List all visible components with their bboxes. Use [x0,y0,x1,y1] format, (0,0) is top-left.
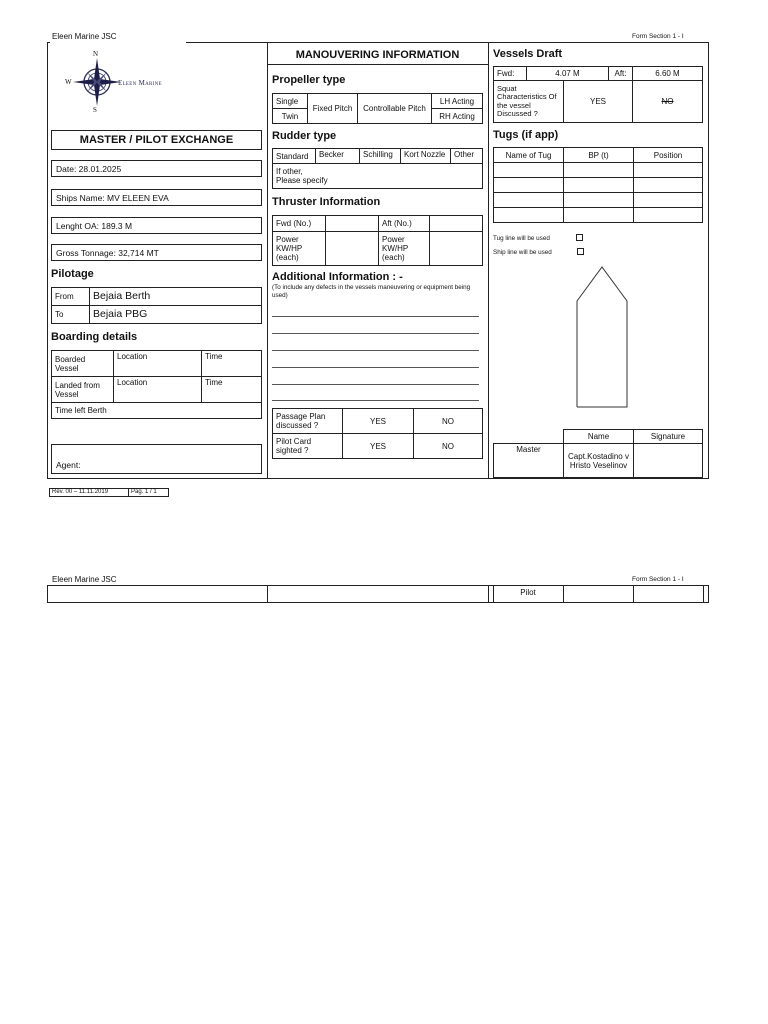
rudder-kort-nozzle[interactable]: Kort Nozzle [401,149,451,164]
tugs-table [493,147,703,223]
ship-line-checkbox[interactable] [577,248,584,255]
additional-line-5[interactable] [272,384,479,385]
power-line-3: (each) [382,253,405,262]
thruster-fwd-value[interactable] [326,216,379,232]
tug-cell[interactable] [494,193,564,208]
additional-line-1[interactable] [272,316,479,317]
propeller-twin[interactable]: Twin [273,109,308,124]
sig-col-name: Name [564,430,634,444]
tug-col-name: Name of Tug [494,148,564,163]
pilotage-heading: Pilotage [51,268,94,280]
if-other-label: If other, [276,167,303,176]
ship-line-label: Ship line will be used [493,249,552,256]
passage-plan-label: Passage Plan discussed ? [273,409,343,434]
power-line-1: Power [276,235,299,244]
tug-cell[interactable] [564,163,634,178]
boarding-table [51,350,262,419]
passage-plan-yes[interactable]: YES [343,409,414,434]
logo-west: W [65,78,72,86]
page-title: MASTER / PILOT EXCHANGE [79,134,234,146]
squat-no[interactable]: NO [633,81,703,123]
confirmation-table [272,408,483,459]
tug-cell[interactable] [494,178,564,193]
squat-yes[interactable]: YES [564,81,633,123]
tug-cell[interactable] [634,163,703,178]
thruster-fwd-power-value[interactable] [326,232,379,266]
gross-tonnage-field[interactable]: Gross Tonnage: 32,714 MT [56,248,159,258]
page2-divider-5 [633,585,634,603]
draft-fwd-value[interactable]: 4.07 M [527,67,609,81]
pilot-card-no[interactable]: NO [414,434,483,459]
tug-line-label: Tug line will be used [493,235,550,242]
additional-line-3[interactable] [272,350,479,351]
master-label: Master [494,444,564,478]
pilot-card-label: Pilot Card sighted ? [273,434,343,459]
revision-label: Rev. 00 – 11.11.2019 [52,489,109,495]
tug-cell[interactable] [564,193,634,208]
power-line-2: KW/HP [276,244,303,253]
power-line-3: (each) [276,253,299,262]
tug-line-checkbox[interactable] [576,234,583,241]
draft-table [493,66,703,81]
company-name: Eleen Marine JSC [52,32,117,41]
pilotage-table [51,287,262,324]
boarded-time[interactable]: Time [202,351,262,377]
landed-time[interactable]: Time [202,377,262,403]
tug-cell[interactable] [494,163,564,178]
propeller-single[interactable]: Single [273,94,308,109]
propeller-controllable-pitch[interactable]: Controllable Pitch [358,94,432,124]
thruster-heading: Thruster Information [272,196,381,208]
rudder-other[interactable]: Other [451,149,483,164]
thruster-aft-power-value[interactable] [430,232,483,266]
propeller-lh-acting[interactable]: LH Acting [432,94,483,109]
rudder-standard[interactable]: Standard [273,149,316,164]
tug-col-bp: BP (t) [564,148,634,163]
form-section: Form Section 1 - I [632,33,684,40]
manouvering-title: MANOUVERING INFORMATION [295,49,460,61]
revision-divider [128,488,129,497]
draft-aft-value[interactable]: 6.60 M [633,67,703,81]
draft-fwd-label: Fwd: [494,67,527,81]
propeller-table [272,93,483,124]
page2-divider-6 [703,585,704,603]
draft-heading: Vessels Draft [493,48,563,60]
landed-location[interactable]: Location [114,377,202,403]
power-line-1: Power [382,235,405,244]
frame-left-top [47,42,50,43]
from-value[interactable]: Bejaia Berth [90,288,262,306]
draft-aft-label: Aft: [609,67,633,81]
page2-frame [47,585,709,603]
to-label: To [52,306,90,324]
page2-divider-4 [563,585,564,603]
logo-north: N [93,50,99,58]
pilot-label: Pilot [520,588,536,597]
tug-cell[interactable] [634,208,703,223]
boarding-heading: Boarding details [51,331,138,343]
propeller-rh-acting[interactable]: RH Acting [432,109,483,124]
additional-note: (To include any defects in the vessels maneuvering or equipment being used) [272,284,471,299]
agent-box [51,444,262,474]
tugs-heading: Tugs (if app) [493,129,559,141]
manouvering-title-rule [267,64,488,65]
tug-cell[interactable] [634,193,703,208]
signature-table [493,429,703,478]
propeller-heading: Propeller type [272,74,346,86]
thruster-aft-label: Aft (No.) [379,216,430,232]
additional-line-4[interactable] [272,367,479,368]
additional-heading: Additional Information : - [272,271,403,283]
passage-plan-no[interactable]: NO [414,409,483,434]
squat-table [493,80,703,123]
column-divider-2 [488,42,489,479]
agent-field[interactable]: Agent: [56,460,81,470]
to-value[interactable]: Bejaia PBG [90,306,262,324]
tug-cell[interactable] [494,208,564,223]
thruster-aft-power-label [379,232,430,266]
please-specify-label: Please specify [276,176,328,185]
landed-vessel-label: Landed from Vessel [52,377,114,403]
length-field[interactable]: Lenght OA: 189.3 M [56,221,133,231]
rudder-schilling[interactable]: Schilling [360,149,401,164]
logo-brand: Eleen Marine [118,79,162,87]
pilot-card-yes[interactable]: YES [343,434,414,459]
vessel-outline-icon [574,265,630,411]
rudder-becker[interactable]: Becker [316,149,360,164]
page2-divider-1 [267,585,268,603]
propeller-fixed-pitch[interactable]: Fixed Pitch [308,94,358,124]
from-label: From [52,288,90,306]
tug-cell[interactable] [564,208,634,223]
thruster-fwd-power-label [273,232,326,266]
logo-south: S [93,106,97,114]
squat-label: Squat Characteristics Of the vessel Discussed ? [494,81,564,123]
tug-col-position: Position [634,148,703,163]
additional-line-2[interactable] [272,333,479,334]
boarded-location[interactable]: Location [114,351,202,377]
time-left-berth[interactable]: Time left Berth [52,403,262,419]
master-signature[interactable] [634,444,703,478]
rudder-table [272,148,483,189]
rudder-heading: Rudder type [272,130,337,142]
column-divider-1 [267,42,268,479]
date-field[interactable]: Date: 28.01.2025 [56,164,122,174]
rudder-if-other[interactable] [273,164,483,189]
tug-cell[interactable] [564,178,634,193]
form-section-page2: Form Section 1 - I [632,576,684,583]
page-number: Pag. 1 / 1 [131,489,157,495]
thruster-table [272,215,483,266]
additional-line-6[interactable] [272,400,479,401]
signature-corner [494,430,564,444]
page2-divider-2 [488,585,489,603]
ship-name-field[interactable]: Ships Name: MV ELEEN EVA [56,193,169,203]
boarded-vessel-label: Boarded Vessel [52,351,114,377]
thruster-aft-value[interactable] [430,216,483,232]
company-name-page2: Eleen Marine JSC [52,575,117,584]
thruster-fwd-label: Fwd (No.) [273,216,326,232]
power-line-2: KW/HP [382,244,409,253]
master-name[interactable]: Capt.Kostadino v Hristo Veselinov [564,444,634,478]
tug-cell[interactable] [634,178,703,193]
sig-col-signature: Signature [634,430,703,444]
company-logo [60,48,180,118]
